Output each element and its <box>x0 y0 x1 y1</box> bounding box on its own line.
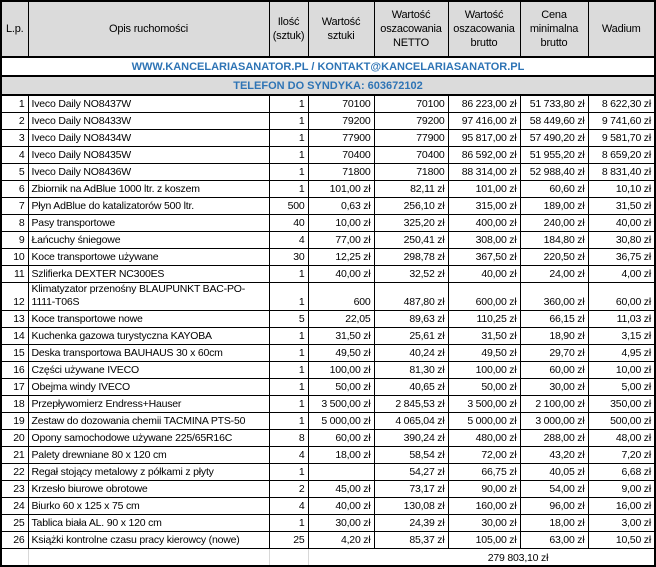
table-row <box>1 328 655 345</box>
trustee-phone-label: TELEFON DO SYNDYKA: 603672102 <box>1 76 655 95</box>
total-row-unit-spacer <box>308 549 374 567</box>
row-lp: 18 <box>1 396 28 413</box>
row-lp: 11 <box>1 266 28 283</box>
row-lp: 7 <box>1 198 28 215</box>
row-lp: 13 <box>1 311 28 328</box>
header-row <box>1 1 655 57</box>
row-netto-value: 250,41 zł <box>374 232 448 249</box>
row-lp: 15 <box>1 345 28 362</box>
row-lp: 6 <box>1 181 28 198</box>
row-lp: 21 <box>1 447 28 464</box>
row-unit-value: 77900 <box>308 130 374 147</box>
row-brutto-value: 30,00 zł <box>448 515 520 532</box>
row-wadium: 10,00 zł <box>588 362 655 379</box>
row-quantity: 25 <box>269 532 308 549</box>
row-wadium: 40,00 zł <box>588 215 655 232</box>
row-min-price: 51 733,80 zł <box>520 95 588 113</box>
row-wadium: 8 831,40 zł <box>588 164 655 181</box>
row-description: Iveco Daily NO8436W <box>28 164 269 181</box>
row-wadium: 3,00 zł <box>588 515 655 532</box>
total-row-wadium-spacer <box>588 549 655 567</box>
row-description: Krzesło biurowe obrotowe <box>28 481 269 498</box>
row-min-price: 220,50 zł <box>520 249 588 266</box>
row-quantity: 1 <box>269 181 308 198</box>
row-unit-value: 40,00 zł <box>308 498 374 515</box>
row-brutto-value: 88 314,00 zł <box>448 164 520 181</box>
row-lp: 10 <box>1 249 28 266</box>
col-header-brutto: Wartość oszacowania brutto <box>448 1 520 57</box>
row-min-price: 3 000,00 zł <box>520 413 588 430</box>
row-netto-value: 81,30 zł <box>374 362 448 379</box>
row-wadium: 5,00 zł <box>588 379 655 396</box>
row-quantity: 1 <box>269 464 308 481</box>
row-brutto-value: 40,00 zł <box>448 266 520 283</box>
row-netto-value: 130,08 zł <box>374 498 448 515</box>
row-brutto-value: 86 592,00 zł <box>448 147 520 164</box>
row-quantity: 1 <box>269 283 308 311</box>
table-row <box>1 249 655 266</box>
row-lp: 3 <box>1 130 28 147</box>
row-description: Przepływomierz Endress+Hauser <box>28 396 269 413</box>
row-description: Iveco Daily NO8435W <box>28 147 269 164</box>
row-unit-value: 30,00 zł <box>308 515 374 532</box>
table-row <box>1 164 655 181</box>
row-brutto-value: 600,00 zł <box>448 283 520 311</box>
row-lp: 16 <box>1 362 28 379</box>
row-min-price: 30,00 zł <box>520 379 588 396</box>
row-lp: 4 <box>1 147 28 164</box>
row-netto-value: 256,10 zł <box>374 198 448 215</box>
row-brutto-value: 50,00 zł <box>448 379 520 396</box>
row-unit-value: 50,00 zł <box>308 379 374 396</box>
row-wadium: 6,68 zł <box>588 464 655 481</box>
row-netto-value: 77900 <box>374 130 448 147</box>
row-quantity: 1 <box>269 345 308 362</box>
row-unit-value: 70400 <box>308 147 374 164</box>
row-description: Biurko 60 x 125 x 75 cm <box>28 498 269 515</box>
row-lp: 14 <box>1 328 28 345</box>
row-description: Opony samochodowe używane 225/65R16C <box>28 430 269 447</box>
row-unit-value: 60,00 zł <box>308 430 374 447</box>
row-description: Zbiornik na AdBlue 1000 ltr. z koszem <box>28 181 269 198</box>
row-quantity: 1 <box>269 413 308 430</box>
row-netto-value: 70400 <box>374 147 448 164</box>
row-min-price: 52 988,40 zł <box>520 164 588 181</box>
row-netto-value: 71800 <box>374 164 448 181</box>
row-min-price: 29,70 zł <box>520 345 588 362</box>
row-unit-value: 70100 <box>308 95 374 113</box>
table-row <box>1 447 655 464</box>
table-row <box>1 345 655 362</box>
row-lp: 22 <box>1 464 28 481</box>
row-min-price: 40,05 zł <box>520 464 588 481</box>
col-header-wadium: Wadium <box>588 1 655 57</box>
table-row <box>1 266 655 283</box>
row-min-price: 58 449,60 zł <box>520 113 588 130</box>
row-quantity: 40 <box>269 215 308 232</box>
row-min-price: 2 100,00 zł <box>520 396 588 413</box>
table-row <box>1 532 655 549</box>
row-brutto-value: 31,50 zł <box>448 328 520 345</box>
row-unit-value: 71800 <box>308 164 374 181</box>
row-netto-value: 487,80 zł <box>374 283 448 311</box>
table-row <box>1 379 655 396</box>
row-unit-value: 3 500,00 zł <box>308 396 374 413</box>
row-wadium: 60,00 zł <box>588 283 655 311</box>
row-wadium: 7,20 zł <box>588 447 655 464</box>
row-unit-value: 5 000,00 zł <box>308 413 374 430</box>
row-lp: 2 <box>1 113 28 130</box>
row-quantity: 4 <box>269 232 308 249</box>
row-brutto-value: 97 416,00 zł <box>448 113 520 130</box>
row-wadium: 500,00 zł <box>588 413 655 430</box>
row-brutto-value: 367,50 zł <box>448 249 520 266</box>
row-wadium: 8 622,30 zł <box>588 95 655 113</box>
table-body <box>1 95 655 549</box>
row-unit-value: 18,00 zł <box>308 447 374 464</box>
row-netto-value: 24,39 zł <box>374 515 448 532</box>
row-unit-value: 49,50 zł <box>308 345 374 362</box>
table-row <box>1 113 655 130</box>
row-netto-value: 25,61 zł <box>374 328 448 345</box>
row-description: Deska transportowa BAUHAUS 30 x 60cm <box>28 345 269 362</box>
row-brutto-value: 480,00 zł <box>448 430 520 447</box>
row-unit-value: 100,00 zł <box>308 362 374 379</box>
row-min-price: 63,00 zł <box>520 532 588 549</box>
row-quantity: 1 <box>269 396 308 413</box>
row-unit-value: 12,25 zł <box>308 249 374 266</box>
total-row-desc-spacer <box>28 549 269 567</box>
col-header-unit-value: Wartość sztuki <box>308 1 374 57</box>
row-brutto-value: 110,25 zł <box>448 311 520 328</box>
row-quantity: 1 <box>269 113 308 130</box>
row-description: Kuchenka gazowa turystyczna KAYOBA <box>28 328 269 345</box>
row-brutto-value: 5 000,00 zł <box>448 413 520 430</box>
row-description: Części używane IVECO <box>28 362 269 379</box>
row-netto-value: 40,65 zł <box>374 379 448 396</box>
row-lp: 23 <box>1 481 28 498</box>
grand-total-value: 279 803,10 zł <box>448 549 588 567</box>
row-description: Iveco Daily NO8434W <box>28 130 269 147</box>
row-unit-value: 22,05 <box>308 311 374 328</box>
row-lp: 1 <box>1 95 28 113</box>
row-min-price: 240,00 zł <box>520 215 588 232</box>
row-quantity: 4 <box>269 498 308 515</box>
row-min-price: 60,60 zł <box>520 181 588 198</box>
row-min-price: 184,80 zł <box>520 232 588 249</box>
table-row <box>1 232 655 249</box>
table-row <box>1 311 655 328</box>
row-min-price: 54,00 zł <box>520 481 588 498</box>
row-lp: 20 <box>1 430 28 447</box>
row-brutto-value: 105,00 zł <box>448 532 520 549</box>
row-min-price: 96,00 zł <box>520 498 588 515</box>
row-brutto-value: 90,00 zł <box>448 481 520 498</box>
row-quantity: 1 <box>269 266 308 283</box>
row-description: Tablica biała AL. 90 x 120 cm <box>28 515 269 532</box>
row-wadium: 350,00 zł <box>588 396 655 413</box>
row-quantity: 4 <box>269 447 308 464</box>
table-row <box>1 396 655 413</box>
row-wadium: 9,00 zł <box>588 481 655 498</box>
row-unit-value: 101,00 zł <box>308 181 374 198</box>
row-wadium: 11,03 zł <box>588 311 655 328</box>
row-unit-value: 31,50 zł <box>308 328 374 345</box>
row-quantity: 8 <box>269 430 308 447</box>
row-quantity: 1 <box>269 515 308 532</box>
row-unit-value: 45,00 zł <box>308 481 374 498</box>
table-row <box>1 147 655 164</box>
row-min-price: 66,15 zł <box>520 311 588 328</box>
row-quantity: 1 <box>269 147 308 164</box>
row-unit-value: 4,20 zł <box>308 532 374 549</box>
row-brutto-value: 315,00 zł <box>448 198 520 215</box>
row-brutto-value: 400,00 zł <box>448 215 520 232</box>
row-quantity: 1 <box>269 379 308 396</box>
row-unit-value: 600 <box>308 283 374 311</box>
row-netto-value: 40,24 zł <box>374 345 448 362</box>
row-quantity: 1 <box>269 130 308 147</box>
table-row <box>1 181 655 198</box>
row-netto-value: 325,20 zł <box>374 215 448 232</box>
table-row <box>1 362 655 379</box>
row-brutto-value: 100,00 zł <box>448 362 520 379</box>
table-row <box>1 481 655 498</box>
row-description: Szlifierka DEXTER NC300ES <box>28 266 269 283</box>
row-description: Pasy transportowe <box>28 215 269 232</box>
col-header-lp: L.p. <box>1 1 28 57</box>
row-description: Płyn AdBlue do katalizatorów 500 ltr. <box>28 198 269 215</box>
row-wadium: 16,00 zł <box>588 498 655 515</box>
row-netto-value: 390,24 zł <box>374 430 448 447</box>
row-quantity: 2 <box>269 481 308 498</box>
row-lp: 17 <box>1 379 28 396</box>
trustee-phone-row <box>1 76 655 95</box>
table-row <box>1 498 655 515</box>
row-min-price: 57 490,20 zł <box>520 130 588 147</box>
col-header-quantity: Ilość (sztuk) <box>269 1 308 57</box>
row-wadium: 48,00 zł <box>588 430 655 447</box>
row-unit-value <box>308 464 374 481</box>
row-brutto-value: 3 500,00 zł <box>448 396 520 413</box>
table-footer <box>1 549 655 567</box>
row-lp: 5 <box>1 164 28 181</box>
row-netto-value: 2 845,53 zł <box>374 396 448 413</box>
row-quantity: 5 <box>269 311 308 328</box>
row-wadium: 8 659,20 zł <box>588 147 655 164</box>
row-wadium: 9 581,70 zł <box>588 130 655 147</box>
row-brutto-value: 95 817,00 zł <box>448 130 520 147</box>
row-unit-value: 10,00 zł <box>308 215 374 232</box>
row-brutto-value: 160,00 zł <box>448 498 520 515</box>
row-quantity: 500 <box>269 198 308 215</box>
row-description: Zestaw do dozowania chemii TACMINA PTS-50 <box>28 413 269 430</box>
row-min-price: 60,00 zł <box>520 362 588 379</box>
row-unit-value: 0,63 zł <box>308 198 374 215</box>
row-quantity: 1 <box>269 164 308 181</box>
row-wadium: 4,00 zł <box>588 266 655 283</box>
row-unit-value: 77,00 zł <box>308 232 374 249</box>
row-netto-value: 89,63 zł <box>374 311 448 328</box>
website-contact-row <box>1 57 655 76</box>
total-row-lp-spacer <box>1 549 28 567</box>
row-netto-value: 73,17 zł <box>374 481 448 498</box>
row-description: Klimatyzator przenośny BLAUPUNKT BAC-PO-1111-T06S <box>28 283 269 311</box>
row-min-price: 288,00 zł <box>520 430 588 447</box>
row-description: Koce transportowe nowe <box>28 311 269 328</box>
col-header-min-price: Cena minimalna brutto <box>520 1 588 57</box>
table-row <box>1 413 655 430</box>
row-wadium: 3,15 zł <box>588 328 655 345</box>
row-netto-value: 298,78 zł <box>374 249 448 266</box>
row-netto-value: 4 065,04 zł <box>374 413 448 430</box>
row-description: Iveco Daily NO8433W <box>28 113 269 130</box>
row-netto-value: 85,37 zł <box>374 532 448 549</box>
row-wadium: 4,95 zł <box>588 345 655 362</box>
row-wadium: 31,50 zł <box>588 198 655 215</box>
row-netto-value: 58,54 zł <box>374 447 448 464</box>
row-description: Palety drewniane 80 x 120 cm <box>28 447 269 464</box>
row-min-price: 189,00 zł <box>520 198 588 215</box>
row-min-price: 360,00 zł <box>520 283 588 311</box>
row-lp: 26 <box>1 532 28 549</box>
row-min-price: 18,90 zł <box>520 328 588 345</box>
row-brutto-value: 101,00 zł <box>448 181 520 198</box>
row-lp: 8 <box>1 215 28 232</box>
row-netto-value: 82,11 zł <box>374 181 448 198</box>
row-unit-value: 79200 <box>308 113 374 130</box>
row-quantity: 1 <box>269 328 308 345</box>
table-row <box>1 515 655 532</box>
table-header <box>1 1 655 57</box>
row-min-price: 43,20 zł <box>520 447 588 464</box>
total-row <box>1 549 655 567</box>
col-header-description: Opis ruchomości <box>28 1 269 57</box>
row-min-price: 51 955,20 zł <box>520 147 588 164</box>
table-row <box>1 464 655 481</box>
row-description: Regał stojący metalowy z półkami z płyty <box>28 464 269 481</box>
row-min-price: 24,00 zł <box>520 266 588 283</box>
row-brutto-value: 72,00 zł <box>448 447 520 464</box>
row-lp: 24 <box>1 498 28 515</box>
row-wadium: 10,50 zł <box>588 532 655 549</box>
row-quantity: 1 <box>269 362 308 379</box>
row-lp: 25 <box>1 515 28 532</box>
row-lp: 12 <box>1 283 28 311</box>
row-description: Łańcuchy śniegowe <box>28 232 269 249</box>
row-brutto-value: 86 223,00 zł <box>448 95 520 113</box>
row-quantity: 30 <box>269 249 308 266</box>
row-min-price: 18,00 zł <box>520 515 588 532</box>
row-wadium: 10,10 zł <box>588 181 655 198</box>
table-row <box>1 130 655 147</box>
row-netto-value: 54,27 zł <box>374 464 448 481</box>
table-row <box>1 95 655 113</box>
row-lp: 9 <box>1 232 28 249</box>
row-description: Obejma windy IVECO <box>28 379 269 396</box>
row-netto-value: 32,52 zł <box>374 266 448 283</box>
col-header-netto: Wartość oszacowania NETTO <box>374 1 448 57</box>
row-wadium: 9 741,60 zł <box>588 113 655 130</box>
row-quantity: 1 <box>269 95 308 113</box>
row-description: Książki kontrolne czasu pracy kierowcy (nowe) <box>28 532 269 549</box>
row-brutto-value: 66,75 zł <box>448 464 520 481</box>
row-brutto-value: 308,00 zł <box>448 232 520 249</box>
row-unit-value: 40,00 zł <box>308 266 374 283</box>
table-row <box>1 283 655 311</box>
row-wadium: 30,80 zł <box>588 232 655 249</box>
total-row-netto-spacer <box>374 549 448 567</box>
row-wadium: 36,75 zł <box>588 249 655 266</box>
row-netto-value: 79200 <box>374 113 448 130</box>
row-lp: 19 <box>1 413 28 430</box>
table-row <box>1 430 655 447</box>
table-row <box>1 215 655 232</box>
website-contact-link[interactable]: WWW.KANCELARIASANATOR.PL / KONTAKT@KANCELARIASANATOR.PL <box>1 57 655 76</box>
info-section <box>1 57 655 95</box>
row-description: Koce transportowe używane <box>28 249 269 266</box>
row-netto-value: 70100 <box>374 95 448 113</box>
total-row-qty-spacer <box>269 549 308 567</box>
row-brutto-value: 49,50 zł <box>448 345 520 362</box>
row-description: Iveco Daily NO8437W <box>28 95 269 113</box>
table-row <box>1 198 655 215</box>
